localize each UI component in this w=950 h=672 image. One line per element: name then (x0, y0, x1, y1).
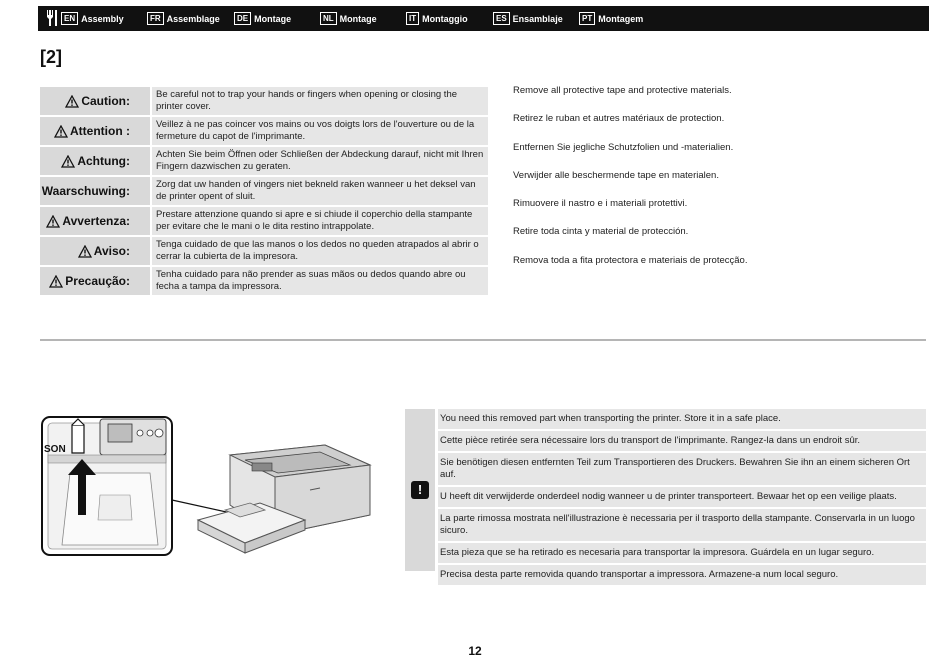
warning-triangle-icon (65, 95, 79, 108)
caution-row (40, 207, 488, 235)
section-divider (40, 339, 926, 341)
note-row: La parte rimossa mostrata nell'illustrazione è necessaria per il trasporto della stampante. Conservarla in un luogo sicuro. (438, 509, 926, 541)
removal-item: Entfernen Sie jegliche Schutzfolien und -materialien. (513, 141, 734, 153)
warning-triangle-icon (54, 125, 68, 138)
caution-row (40, 147, 488, 175)
lang-it: IT Montaggio (406, 12, 468, 25)
note-row: Precisa desta parte removida quando transportar a impressora. Armazene-a num local seguro. (438, 565, 926, 585)
lang-de: DE Montage (234, 12, 291, 25)
caution-text: Zorg dat uw handen of vingers niet bekneld raken wanneer u het deksel van de printer opent of sluit. (152, 177, 488, 205)
page-number: 12 (468, 644, 482, 658)
caution-label: Precaução: (40, 267, 150, 295)
caution-label: Avvertenza: (40, 207, 150, 235)
brand-text: SON (44, 444, 66, 455)
removal-item: Retirez le ruban et autres matériaux de protection. (513, 113, 725, 125)
lang-es: ES Ensamblaje (493, 12, 563, 25)
caution-label: Aviso: (40, 237, 150, 265)
warning-triangle-icon (49, 275, 63, 288)
caution-row (40, 267, 488, 295)
lang-en: EN Assembly (61, 12, 124, 25)
note-row: U heeft dit verwijderde onderdeel nodig wanneer u de printer transporteert. Bewaar het op een veilige plaats. (438, 487, 926, 507)
caution-row (40, 237, 488, 265)
caution-text: Prestare attenzione quando si apre e si chiude il coperchio della stampante per evitare che le mani o le dita restino intrappolate. (152, 207, 488, 235)
removal-item: Retire toda cinta y material de protección. (513, 226, 689, 238)
caution-label: Attention : (40, 117, 150, 145)
caution-row (40, 177, 488, 205)
exclamation-note-icon: ! (411, 481, 429, 499)
removal-item: Verwijder alle beschermende tape en materialen. (513, 169, 719, 181)
caution-label: Waarschuwing: (40, 177, 150, 205)
detail-inset (42, 417, 172, 555)
caution-table (40, 87, 488, 297)
note-row: You need this removed part when transporting the printer. Store it in a safe place. (438, 409, 926, 429)
lang-fr: FR Assemblage (147, 12, 220, 25)
warning-triangle-icon (78, 245, 92, 258)
note-row: Esta pieza que se ha retirado es necesaria para transportar la impresora. Guárdela en un lugar seguro. (438, 543, 926, 563)
caution-row (40, 87, 488, 115)
removal-item: Remova toda a fita protectora e materiais de protecção. (513, 254, 748, 266)
step-number: [2] (40, 47, 62, 67)
printer-illustration (40, 415, 380, 565)
printer-drawing (198, 445, 370, 553)
caution-text: Achten Sie beim Öffnen oder Schließen der Abdeckung darauf, nicht mit Ihren Fingern dazwischen zu geraten. (152, 147, 488, 175)
tools-icon (44, 9, 58, 27)
note-row: Sie benötigen diesen entfernten Teil zum Transportieren des Druckers. Bewahren Sie ihn an einem sicheren Ort auf. (438, 453, 926, 485)
removal-instructions (513, 84, 923, 282)
note-rows (438, 409, 926, 587)
caution-label: Achtung: (40, 147, 150, 175)
caution-row (40, 117, 488, 145)
warning-triangle-icon (46, 215, 60, 228)
note-row: Cette pièce retirée sera nécessaire lors du transport de l'imprimante. Rangez-la dans un endroit sûr. (438, 431, 926, 451)
caution-text: Tenga cuidado de que las manos o los dedos no queden atrapados al abrir o cerrar la cubierta de la impresora. (152, 237, 488, 265)
lang-nl: NL Montage (320, 12, 377, 25)
warning-triangle-icon (61, 155, 75, 168)
caution-text: Tenha cuidado para não prender as suas mãos ou dedos quando abre ou fecha a tampa da impressora. (152, 267, 488, 295)
caution-text: Veillez à ne pas coincer vos mains ou vos doigts lors de l'ouverture ou de la fermeture du capot de l'imprimante. (152, 117, 488, 145)
language-header-bar (38, 6, 929, 31)
note-icon-column (405, 409, 435, 571)
removal-item: Rimuovere il nastro e i materiali protettivi. (513, 198, 688, 210)
lang-pt: PT Montagem (579, 12, 643, 25)
caution-text: Be careful not to trap your hands or fingers when opening or closing the printer cover. (152, 87, 488, 115)
caution-label: Caution: (40, 87, 150, 115)
removal-item: Remove all protective tape and protective materials. (513, 85, 732, 96)
